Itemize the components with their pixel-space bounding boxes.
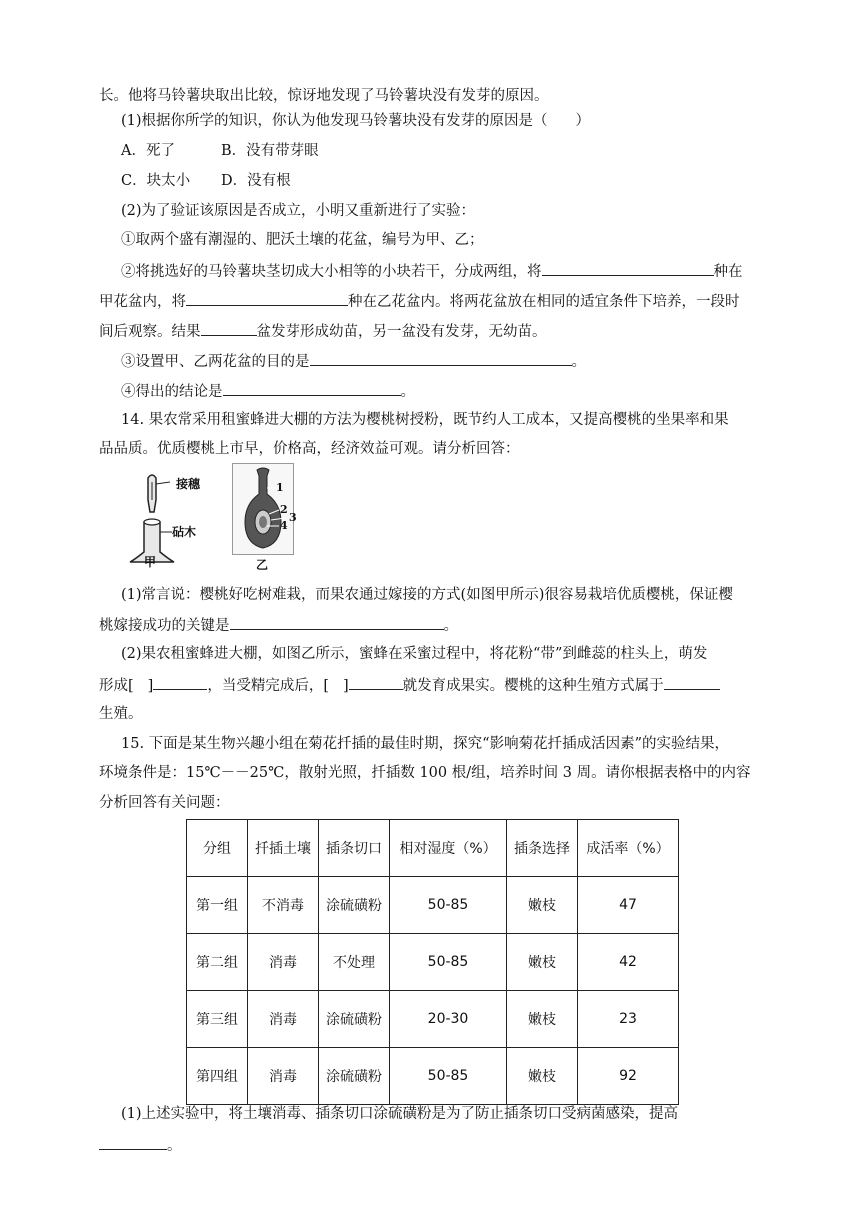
question-14: 14. 果农常采用租蜜蜂进大棚的方法为樱桃树授粉，既节约人工成本，又提高樱桃的坐果率和果 xyxy=(121,412,729,428)
text-line: 桃嫁接成功的关键是 。 xyxy=(99,614,764,636)
table-row xyxy=(187,991,679,1048)
table-row xyxy=(187,1048,679,1105)
table-header: 插条切口 xyxy=(319,820,390,877)
options-ab: A．死了 B．没有带芽眼 xyxy=(121,143,319,159)
question-14-1: (1)常言说：樱桃好吃树难栽，而果农通过嫁接的方式(如图甲所示)很容易栽培优质樱桃，保证樱 xyxy=(121,587,733,603)
answer-blank[interactable] xyxy=(186,290,348,306)
text-line: 形成[ ] ，当受精完成后，[ ] 就发育成果实。樱桃的这种生殖方式属于 xyxy=(99,674,764,696)
answer-blank[interactable] xyxy=(542,260,714,276)
pistil-label-1: 1 xyxy=(276,481,284,494)
text-line: ①取两个盛有潮湿的、肥沃土壤的花盆，编号为甲、乙； xyxy=(121,232,484,248)
figure-jia-caption: 甲 xyxy=(144,555,157,569)
question-1: (1)根据你所学的知识，你认为他发现马铃薯块没有发芽的原因是（ ） xyxy=(121,113,591,129)
table-cell: 47 xyxy=(578,877,679,934)
text-line: 品品质。优质樱桃上市早，价格高，经济效益可观。请分析回答： xyxy=(99,441,520,457)
table-cell: 不消毒 xyxy=(248,877,319,934)
table-cell: 50-85 xyxy=(390,934,507,991)
table-cell: 92 xyxy=(578,1048,679,1105)
table-cell: 不处理 xyxy=(319,934,390,991)
answer-blank[interactable] xyxy=(223,380,401,396)
table-cell: 50-85 xyxy=(390,1048,507,1105)
table-cell: 嫩枝 xyxy=(507,991,578,1048)
table-header-row xyxy=(187,820,679,877)
scion-label: 接穗 xyxy=(176,477,201,491)
table-cell: 第一组 xyxy=(187,877,248,934)
table-cell: 嫩枝 xyxy=(507,934,578,991)
results-table xyxy=(186,819,679,1105)
table-header: 扦插土壤 xyxy=(248,820,319,877)
question-15-1: (1)上述实验中，将土壤消毒、插条切口涂硫磺粉是为了防止插条切口受病菌感染，提高 xyxy=(121,1106,679,1122)
table-row xyxy=(187,934,679,991)
table-cell: 消毒 xyxy=(248,1048,319,1105)
table-cell: 涂硫磺粉 xyxy=(319,1048,390,1105)
answer-blank[interactable] xyxy=(310,350,572,366)
table-cell: 嫩枝 xyxy=(507,877,578,934)
table-cell: 第三组 xyxy=(187,991,248,1048)
table-cell: 20-30 xyxy=(390,991,507,1048)
figure-yi-caption: 乙 xyxy=(256,558,269,572)
table-cell: 第四组 xyxy=(187,1048,248,1105)
text-line: 环境条件是：15℃－－25℃，散射光照，扦插数 100 根/组，培养时间 3 周。请你根据表格中的内容 xyxy=(99,765,751,781)
text-line: 分析回答有关问题： xyxy=(99,795,230,811)
text-line: 生殖。 xyxy=(99,706,143,722)
table-header: 成活率（%） xyxy=(578,820,679,877)
text-line: 长。他将马铃薯块取出比较，惊讶地发现了马铃薯块没有发芽的原因。 xyxy=(99,88,549,104)
stock-label: 砧木 xyxy=(172,525,197,539)
table-cell: 消毒 xyxy=(248,934,319,991)
text-line: (2)为了验证该原因是否成立，小明又重新进行了实验： xyxy=(121,203,476,219)
table-cell: 50-85 xyxy=(390,877,507,934)
pistil-label-2: 2 xyxy=(280,503,288,516)
table-cell: 42 xyxy=(578,934,679,991)
pistil-label-3: 3 xyxy=(289,511,297,524)
answer-blank[interactable] xyxy=(99,1134,167,1150)
table-cell: 涂硫磺粉 xyxy=(319,991,390,1048)
text-line: ②将挑选好的马铃薯块茎切成大小相等的小块若干，分成两组，将 种在 xyxy=(121,260,764,282)
table-cell: 嫩枝 xyxy=(507,1048,578,1105)
table-row xyxy=(187,877,679,934)
table-header: 分组 xyxy=(187,820,248,877)
text-line: 间后观察。结果 盆发芽形成幼苗，另一盆没有发芽，无幼苗。 xyxy=(99,320,764,342)
answer-blank[interactable] xyxy=(664,674,720,690)
table-cell: 消毒 xyxy=(248,991,319,1048)
table-cell: 第二组 xyxy=(187,934,248,991)
text-line: 甲花盆内，将 种在乙花盆内。将两花盆放在相同的适宜条件下培养，一段时 xyxy=(99,290,764,312)
options-cd: C．块太小 D．没有根 xyxy=(121,173,291,189)
answer-blank[interactable] xyxy=(230,614,444,630)
answer-blank[interactable] xyxy=(201,320,257,336)
question-15: 15. 下面是某生物兴趣小组在菊花扦插的最佳时期，探究“影响菊花扦插成活因素”的实验结果， xyxy=(121,736,729,752)
table-cell: 23 xyxy=(578,991,679,1048)
pistil-label-4: 4 xyxy=(280,519,288,532)
question-14-2: (2)果农租蜜蜂进大棚，如图乙所示，蜜蜂在采蜜过程中，将花粉“带”到雌蕊的柱头上，萌发 xyxy=(121,646,708,662)
answer-blank[interactable] xyxy=(153,674,207,690)
text-line: ④得出的结论是 。 xyxy=(121,380,764,402)
text-line: ③设置甲、乙两花盆的目的是 。 xyxy=(121,350,764,372)
table-header: 插条选择 xyxy=(507,820,578,877)
text-line: 。 xyxy=(99,1134,764,1156)
answer-blank[interactable] xyxy=(349,674,403,690)
table-header: 相对湿度（%） xyxy=(390,820,507,877)
table-cell: 涂硫磺粉 xyxy=(319,877,390,934)
